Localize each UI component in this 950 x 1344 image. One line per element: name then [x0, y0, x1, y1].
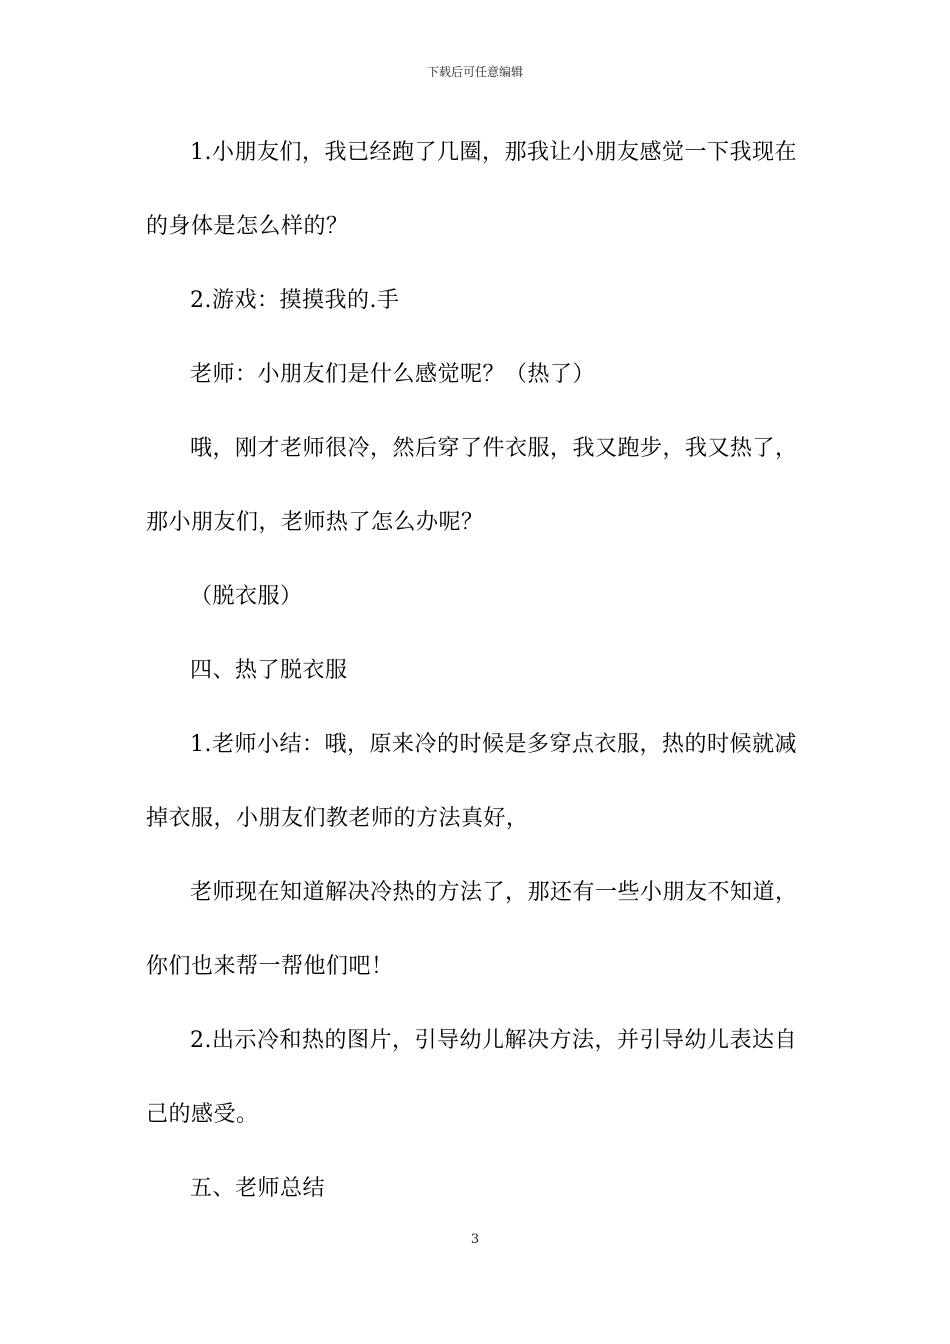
paragraph-line: 掉衣服，小朋友们教老师的方法真好， — [146, 806, 529, 831]
paragraph-line: 的身体是怎么样的？ — [146, 214, 349, 239]
paragraph-line: 1.小朋友们，我已经跑了几圈，那我让小朋友感觉一下我现在 — [190, 140, 797, 165]
page-number: 3 — [470, 1232, 480, 1247]
paragraph-line: 1.老师小结：哦，原来冷的时候是多穿点衣服，热的时候就减 — [190, 732, 797, 757]
section-heading: 五、老师总结 — [190, 1176, 326, 1201]
page-header-note: 下载后可任意编辑 — [426, 65, 523, 79]
paragraph-line: 2.出示冷和热的图片，引导幼儿解决方法，并引导幼儿表达自 — [190, 1028, 797, 1053]
document-body — [146, 116, 808, 1226]
paragraph-line: 老师现在知道解决冷热的方法了，那还有一些小朋友不知道， — [190, 880, 798, 905]
paragraph-line: 哦，刚才老师很冷，然后穿了件衣服，我又跑步，我又热了， — [190, 436, 798, 461]
paragraph-line: 老师：小朋友们是什么感觉呢？（热了） — [190, 362, 596, 387]
paragraph-line: 那小朋友们，老师热了怎么办呢？ — [146, 510, 484, 535]
section-heading: 四、热了脱衣服 — [190, 658, 348, 683]
paragraph-line: 己的感受。 — [146, 1102, 259, 1127]
paragraph-line: 你们也来帮一帮他们吧！ — [146, 954, 394, 979]
paragraph-line: （脱衣服） — [190, 584, 303, 609]
paragraph-line: 2.游戏：摸摸我的.手 — [190, 288, 400, 313]
